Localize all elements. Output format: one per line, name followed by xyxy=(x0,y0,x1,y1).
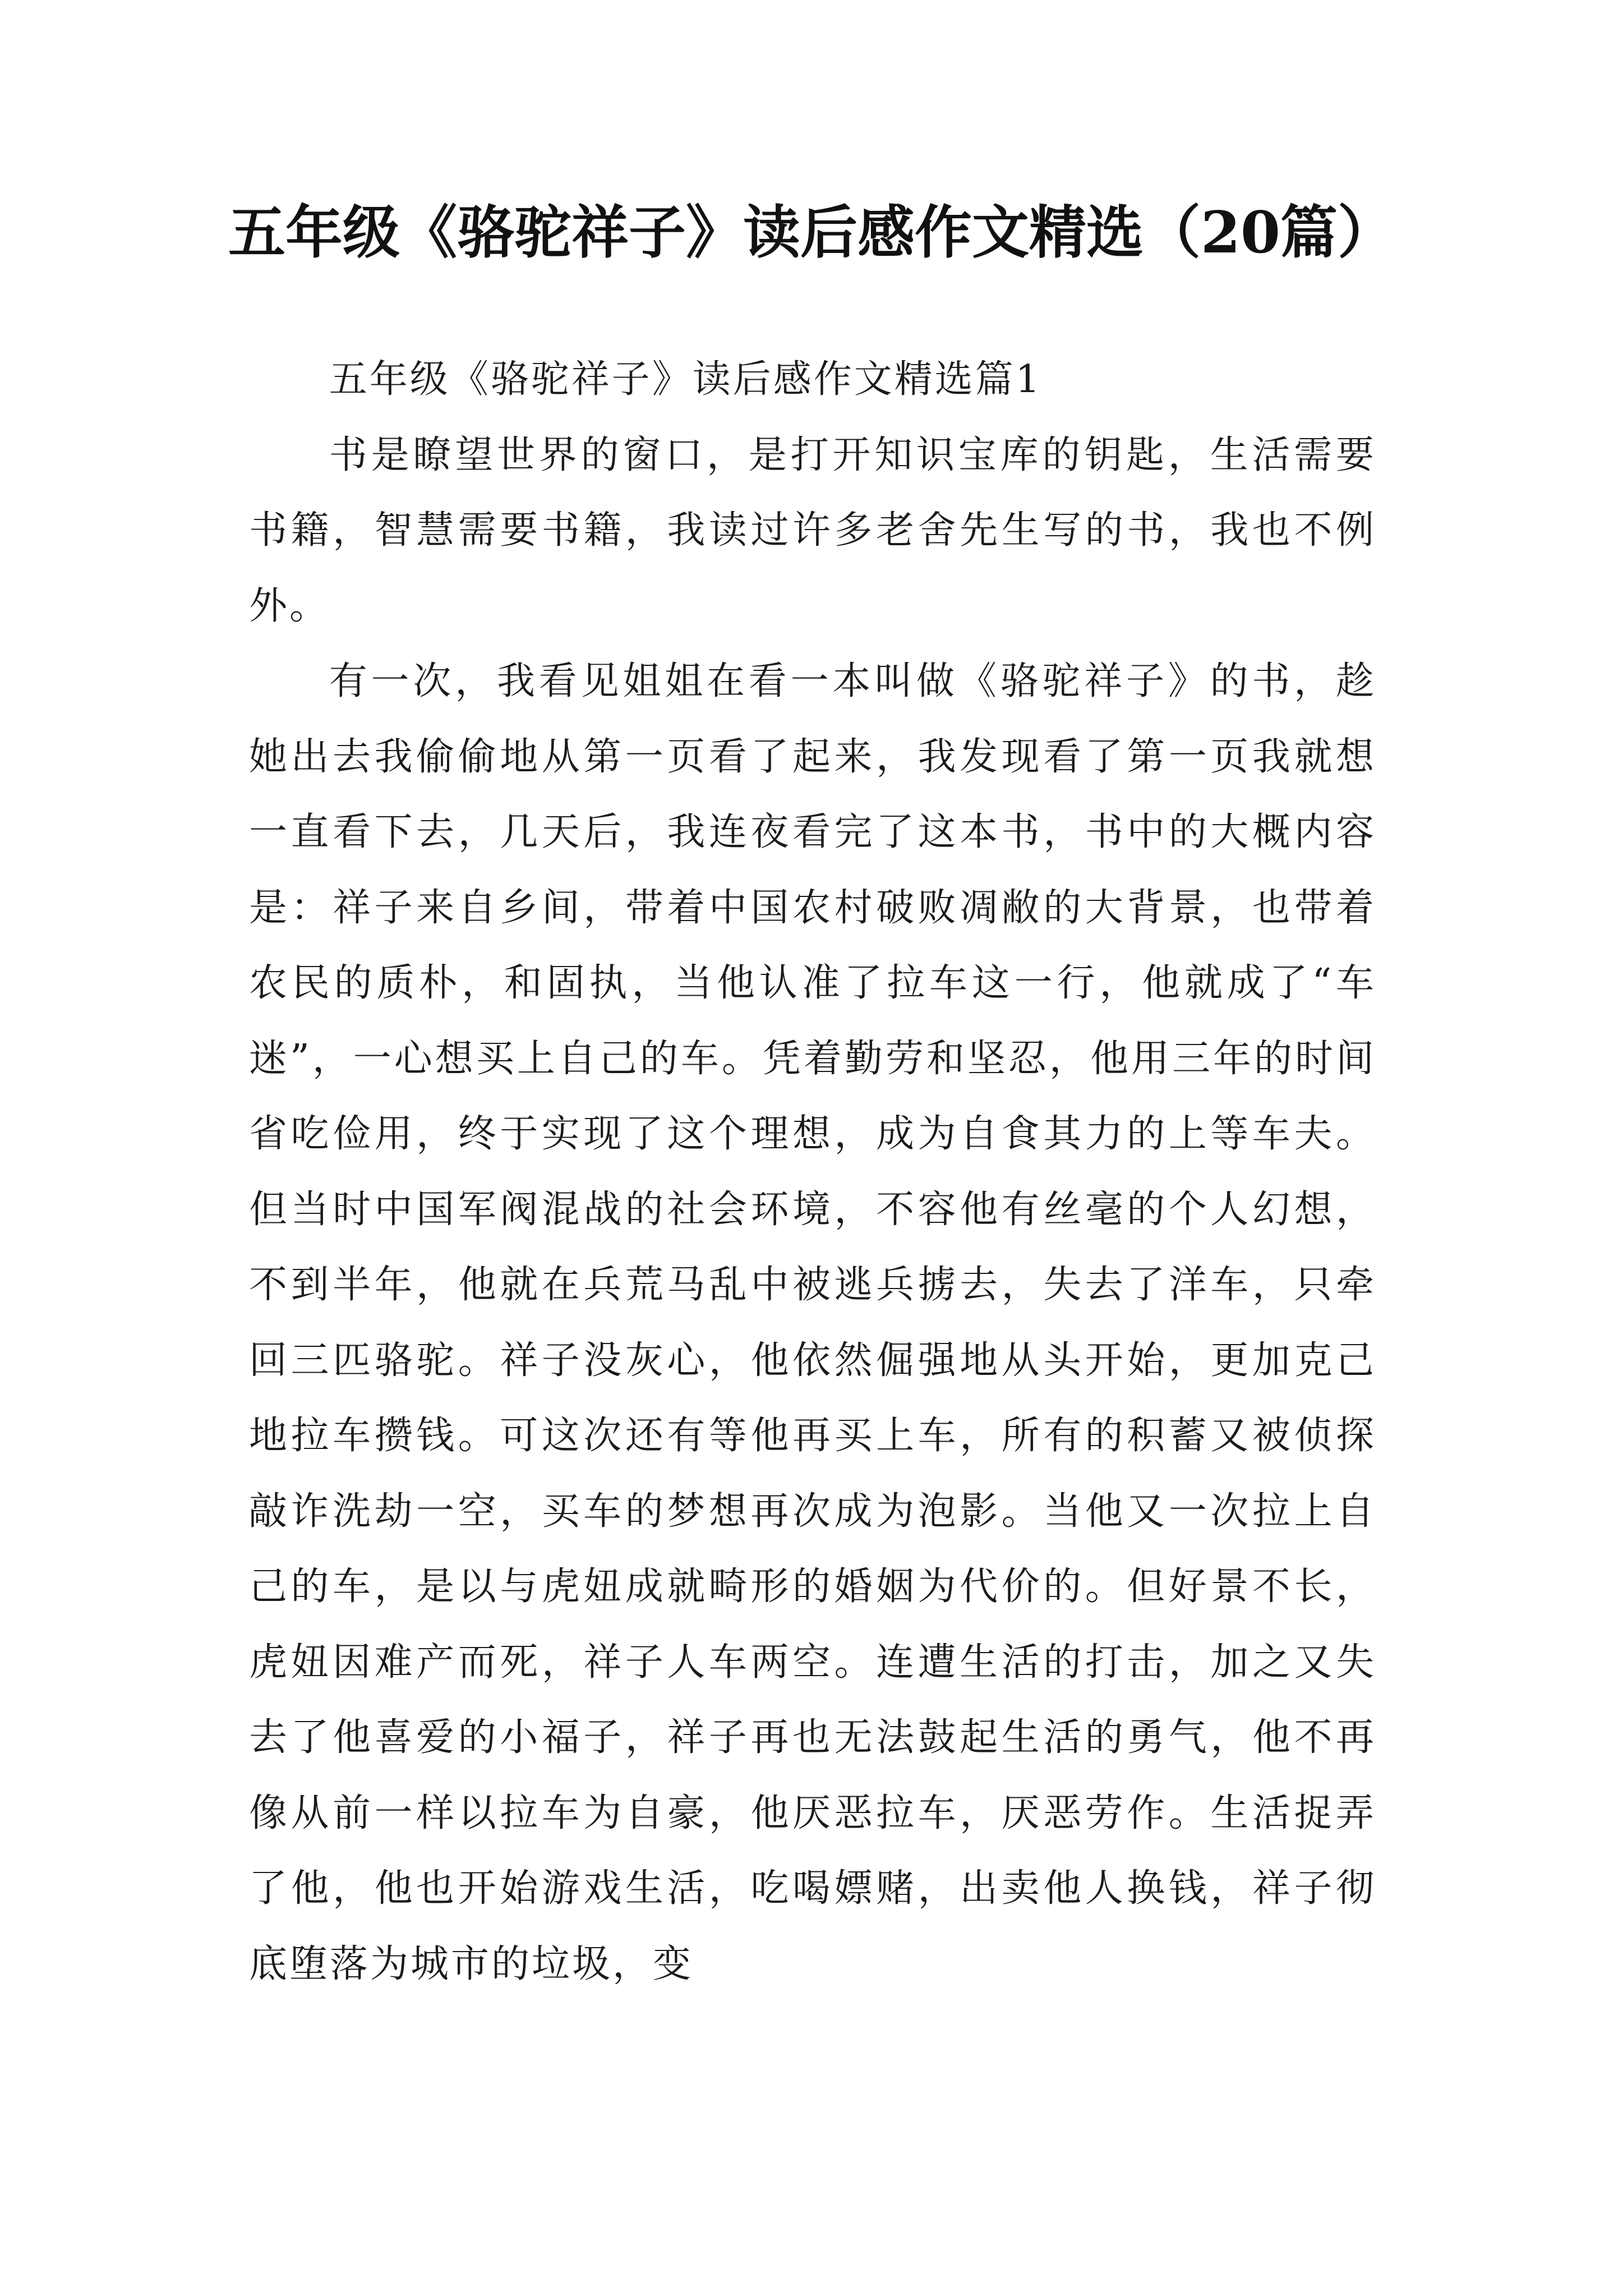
section-heading: 五年级《骆驼祥子》读后感作文精选篇1 xyxy=(329,357,1043,402)
document-title: 五年级《骆驼祥子》读后感作文精选（20篇） xyxy=(228,199,1395,266)
body-paragraph: 书是瞭望世界的窗口，是打开知识宝库的钥匙，生活需要书籍，智慧需要书籍，我读过许多老舍先生写的书，我也不例外。 xyxy=(249,432,1376,628)
body-paragraph: 有一次，我看见姐姐在看一本叫做《骆驼祥子》的书，趁她出去我偷偷地从第一页看了起来，我发现看了第一页我就想一直看下去，几天后，我连夜看完了这本书，书中的大概内容是：祥子来自乡间，带着中国农村破败凋敝的大背景，也带着农民的质朴，和固执，当他认准了拉车这一行，他就成了“车迷”，一心想买上自己的车。凭着勤劳和坚忍，他用三年的时间省吃俭用，终于实现了这个理想，成为自食其力的上等车夫。但当时中国军阀混战的社会环境，不容他有丝毫的个人幻想，不到半年，他就在兵荒马乱中被逃兵掳去，失去了洋车，只牵回三匹骆驼。祥子没灰心，他依然倔强地从头开始，更加克己地拉车攒钱。可这次还有等他再买上车，所有的积蓄又被侦探敲诈洗劫一空，买车的梦想再次成为泡影。当他又一次拉上自己的车，是以与虎妞成就畸形的婚姻为代价的。但好景不长，虎妞因难产而死，祥子人车两空。连遭生活的打击，加之又失去了他喜爱的小福子，祥子再也无法鼓起生活的勇气，他不再像从前一样以拉车为自豪，他厌恶拉车，厌恶劳作。生活捉弄了他，他也开始游戏生活，吃喝嫖赌，出卖他人换钱，祥子彻底堕落为城市的垃圾，变 xyxy=(249,659,1376,1986)
document-body xyxy=(249,342,1376,2002)
